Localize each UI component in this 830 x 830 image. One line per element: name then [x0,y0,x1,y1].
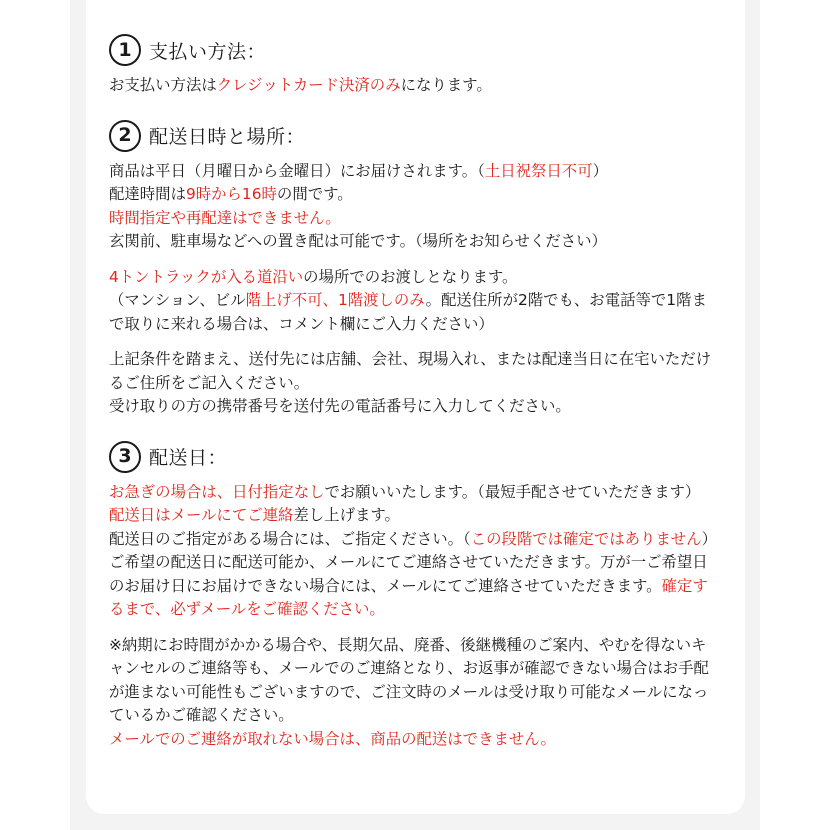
highlight-span: お急ぎの場合は、日付指定なし [109,482,325,501]
highlight-span: 階上げ不可、1階渡しのみ [245,291,426,309]
text-span: 上記条件を踏まえ、送付先には店舗、会社、現場入れ、または配達当日に在宅いただけるご住所をご記入ください。 [109,350,712,392]
section-delivery-heading [109,118,719,154]
delivery-paragraph-1 [109,160,719,254]
text-span: でお願いいたします。（最短手配させていただきます） [324,482,701,501]
section-title: 配送日時と場所： [149,126,306,148]
text-span: 玄関前、駐車場などへの置き配は可能です。（場所をお知らせください） [109,232,607,250]
highlight-span: この段階では確定ではありません [470,529,702,548]
info-card [86,0,745,814]
payment-text [109,74,719,98]
section-title: 支払い方法： [149,40,267,63]
text-span: になります。 [400,76,492,94]
date-paragraph-2 [109,634,719,752]
text-span: ご希望の配送日に配送可能か、メールにてご連絡させていただきます。万が一ご希望日のお届け日にお届けできない場合には、メールにてご連絡させていただきます。 [109,553,708,595]
highlight-span: 9時から16時 [185,185,277,203]
highlight-span: メールでのご連絡が取れない場合は、商品の配送はできません。 [109,729,556,748]
section-number-badge: 2 [109,120,141,152]
text-span: 商品は平日（月曜日から金曜日）にお届けされます。（ [109,161,485,180]
text-span: の場所でのお渡しとなります。 [303,267,518,286]
text-span: ） [701,529,717,548]
highlight-span: 配送日はメールにてご連絡 [109,506,294,524]
highlight-span: 土日祝祭日不可 [484,161,593,180]
delivery-paragraph-2 [109,266,719,337]
text-span: の間です。 [276,185,353,203]
text-span: （マンション、ビル [109,291,246,309]
highlight-span: クレジットカード決済のみ [216,76,401,94]
highlight-span: 4トントラックが入る道沿い [109,267,304,286]
highlight-span: 確定するまで、必ずメールをご確認ください。 [109,576,708,618]
text-span: 差し上げます。 [293,506,400,524]
section-date-heading [109,439,719,475]
text-span: ※納期にお時間がかかる場合や、長期欠品、廃番、後継機種のご案内、やむを得ないキャンセルのご連絡等も、メールでのご連絡となり、お返事が確認できない場合はお手配が進まない可能性もございますので、ご注文時のメールは受け取り可能なメールになっているかご確認ください。 [109,635,709,724]
text-span: ） [592,161,608,180]
section-payment-heading [109,32,719,68]
section-number-badge: 3 [109,441,141,473]
section-title: 配送日： [149,447,228,469]
text-span: 配送日のご指定がある場合には、ご指定ください。（ [109,529,471,548]
section-number-badge: 1 [109,34,141,66]
delivery-paragraph-3 [109,348,719,419]
date-paragraph-1 [109,481,719,622]
highlight-span: 時間指定や再配達はできません。 [109,208,341,227]
text-span: 。配送住所が2階でも、お電話等で1階まで取りに来れる場合は、コメント欄にご入力ください） [109,291,707,333]
text-span: 配達時間は [109,185,186,203]
text-span: 受け取りの方の携帯番号を送付先の電話番号に入力してください。 [109,397,571,415]
text-span: お支払い方法は [109,76,217,94]
